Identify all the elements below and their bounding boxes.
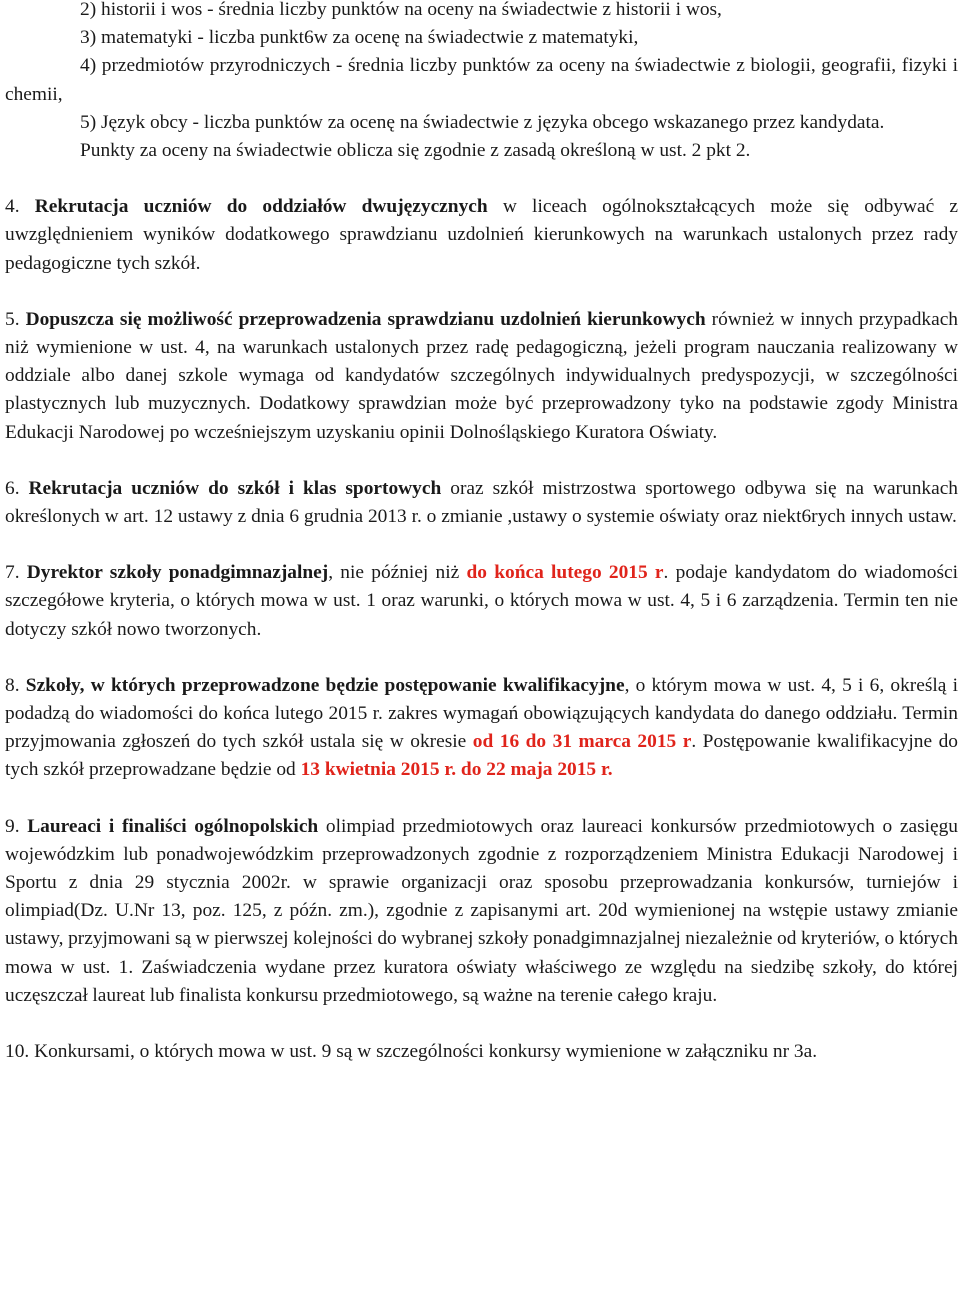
list-item-5: 5) Język obcy - liczba punktów za ocenę na świadectwie z języka obcego wskazanego przez kandydata.	[80, 111, 885, 133]
paragraph-text: , o którym mowa w ust. 4, 5 i 6, określą i podadzą do wiadomości do końca lutego 2015 r. zakres wymagań obowiązujących kandydata do danego oddziału. Termin przyjmowania zgłoszeń do tych szkół ustala się w okresie	[5, 674, 959, 753]
paragraph-heading: Laureaci i finaliści ogólnopolskich	[27, 815, 319, 837]
paragraph-text: w liceach ogólnokształcących może się odbywać z uwzględnieniem wyników dodatkowego sprawdzianu uzdolnień kierunkowych na warunkach ustalonych przez rady pedagogiczne tych szkół.	[5, 196, 958, 274]
paragraph-text: oraz szkół mistrzostwa sportowego odbywa się na warunkach określonych w art. 12 ustawy z dnia 6 grudnia 2013 r. o zmianie ,ustawy o systemie oświaty oraz niekt6rych innych ustaw.	[5, 477, 959, 528]
list-item-2: 2) historii i wos - średnia liczby punktów na oceny na świadectwie z historii i wos,	[80, 0, 722, 20]
paragraph-number: 4.	[5, 196, 35, 218]
paragraph-5	[5, 306, 958, 447]
list-item-3: 3) matematyki - liczba punkt6w za ocenę na świadectwie z matematyki,	[80, 27, 639, 49]
paragraph-4	[5, 193, 958, 278]
paragraph-text: , nie później niż	[328, 562, 467, 584]
deadline-highlight: do końca lutego 2015 r	[466, 562, 664, 584]
paragraph-6	[5, 475, 958, 531]
paragraph-heading: Dyrektor szkoły ponadgimnazjalnej	[26, 562, 329, 584]
paragraph-number: 8.	[5, 674, 26, 696]
list-item-4: 4) przedmiotów przyrodniczych - średnia liczby punktów za oceny na świadectwie z biologii, geografii, fizyki i chemii,	[5, 55, 958, 105]
paragraph-text: . Postępowanie kwalifikacyjne do tych szkół przeprowadzane będzie od	[5, 731, 959, 781]
document-page	[5, 0, 958, 1066]
paragraph-number: 5.	[5, 308, 26, 330]
paragraph-number: 9.	[5, 815, 28, 837]
paragraph-heading: Dopuszcza się możliwość przeprowadzenia sprawdzianu uzdolnień kierunkowych	[25, 308, 706, 330]
paragraph-heading: Szkoły, w których przeprowadzone będzie postępowanie kwalifikacyjne	[25, 674, 625, 696]
paragraph-heading: Rekrutacja uczniów do oddziałów dwujęzycznych	[34, 196, 488, 218]
date-highlight: 13 kwietnia 2015 r. do 22 maja 2015 r.	[300, 759, 613, 781]
paragraph-7	[5, 559, 958, 644]
paragraph-text: . podaje kandydatom do wiadomości szczegółowe kryteria, o których mowa w ust. 1 oraz warunki, o których mowa w ust. 4, 5 i 6 zarządzenia. Termin ten nie dotyczy szkół nowo tworzonych.	[5, 562, 959, 640]
points-note: Punkty za oceny na świadectwie oblicza się zgodnie z zasadą określoną w ust. 2 pkt 2.	[80, 140, 751, 162]
paragraph-text: olimpiad przedmiotowych oraz laureaci konkursów przedmiotowych o zasięgu wojewódzkim lub ponadwojewódzkim przeprowadzonych zgodnie z rozporządzeniem Ministra Edukacji Narodowej i Sportu z dnia 29 stycznia 2002r. w sprawie organizacji oraz sposobu przeprowadzania konkursów, turniejów i olimpiad(Dz. U.Nr 13, poz. 125, z późn. zm.), zgodnie z zapisanymi art. 20d wymienionej na wstępie ustawy zmianie ustawy, przyjmowani są w pierwszej kolejności do wybranej szkoły ponadgimnazjalnej niezależnie od kryteriów, o których mowa w ust. 1. Zaświadczenia wydane przez kuratora oświaty właściwego ze względu na siedzibę szkoły, do której uczęszczał laureat lub finalista konkursu przedmiotowego, są ważne na terenie całego kraju.	[5, 815, 958, 1006]
paragraph-number: 6.	[5, 477, 29, 499]
paragraph-number: 7.	[5, 562, 27, 584]
date-highlight: od 16 do 31 marca 2015 r	[472, 731, 692, 753]
paragraph-8	[5, 672, 958, 785]
paragraph-10: 10. Konkursami, o których mowa w ust. 9 są w szczególności konkursy wymienione w załączniku nr 3a.	[5, 1041, 818, 1063]
paragraph-heading: Rekrutacja uczniów do szkół i klas sportowych	[28, 477, 442, 499]
paragraph-9	[5, 813, 958, 1010]
paragraph-text: również w innych przypadkach niż wymienione w ust. 4, na warunkach ustalonych przez radę pedagogiczną, jeżeli program nauczania realizowany w oddziale albo danej szkole wymaga od kandydatów szczególnych indywidualnych predyspozycji, w szczególności plastycznych lub muzycznych. Dodatkowy sprawdzian może być przeprowadzony tyko na podstawie zgody Ministra Edukacji Narodowej po wcześniejszym uzyskaniu opinii Dolnośląskiego Kuratora Oświaty.	[5, 308, 958, 443]
